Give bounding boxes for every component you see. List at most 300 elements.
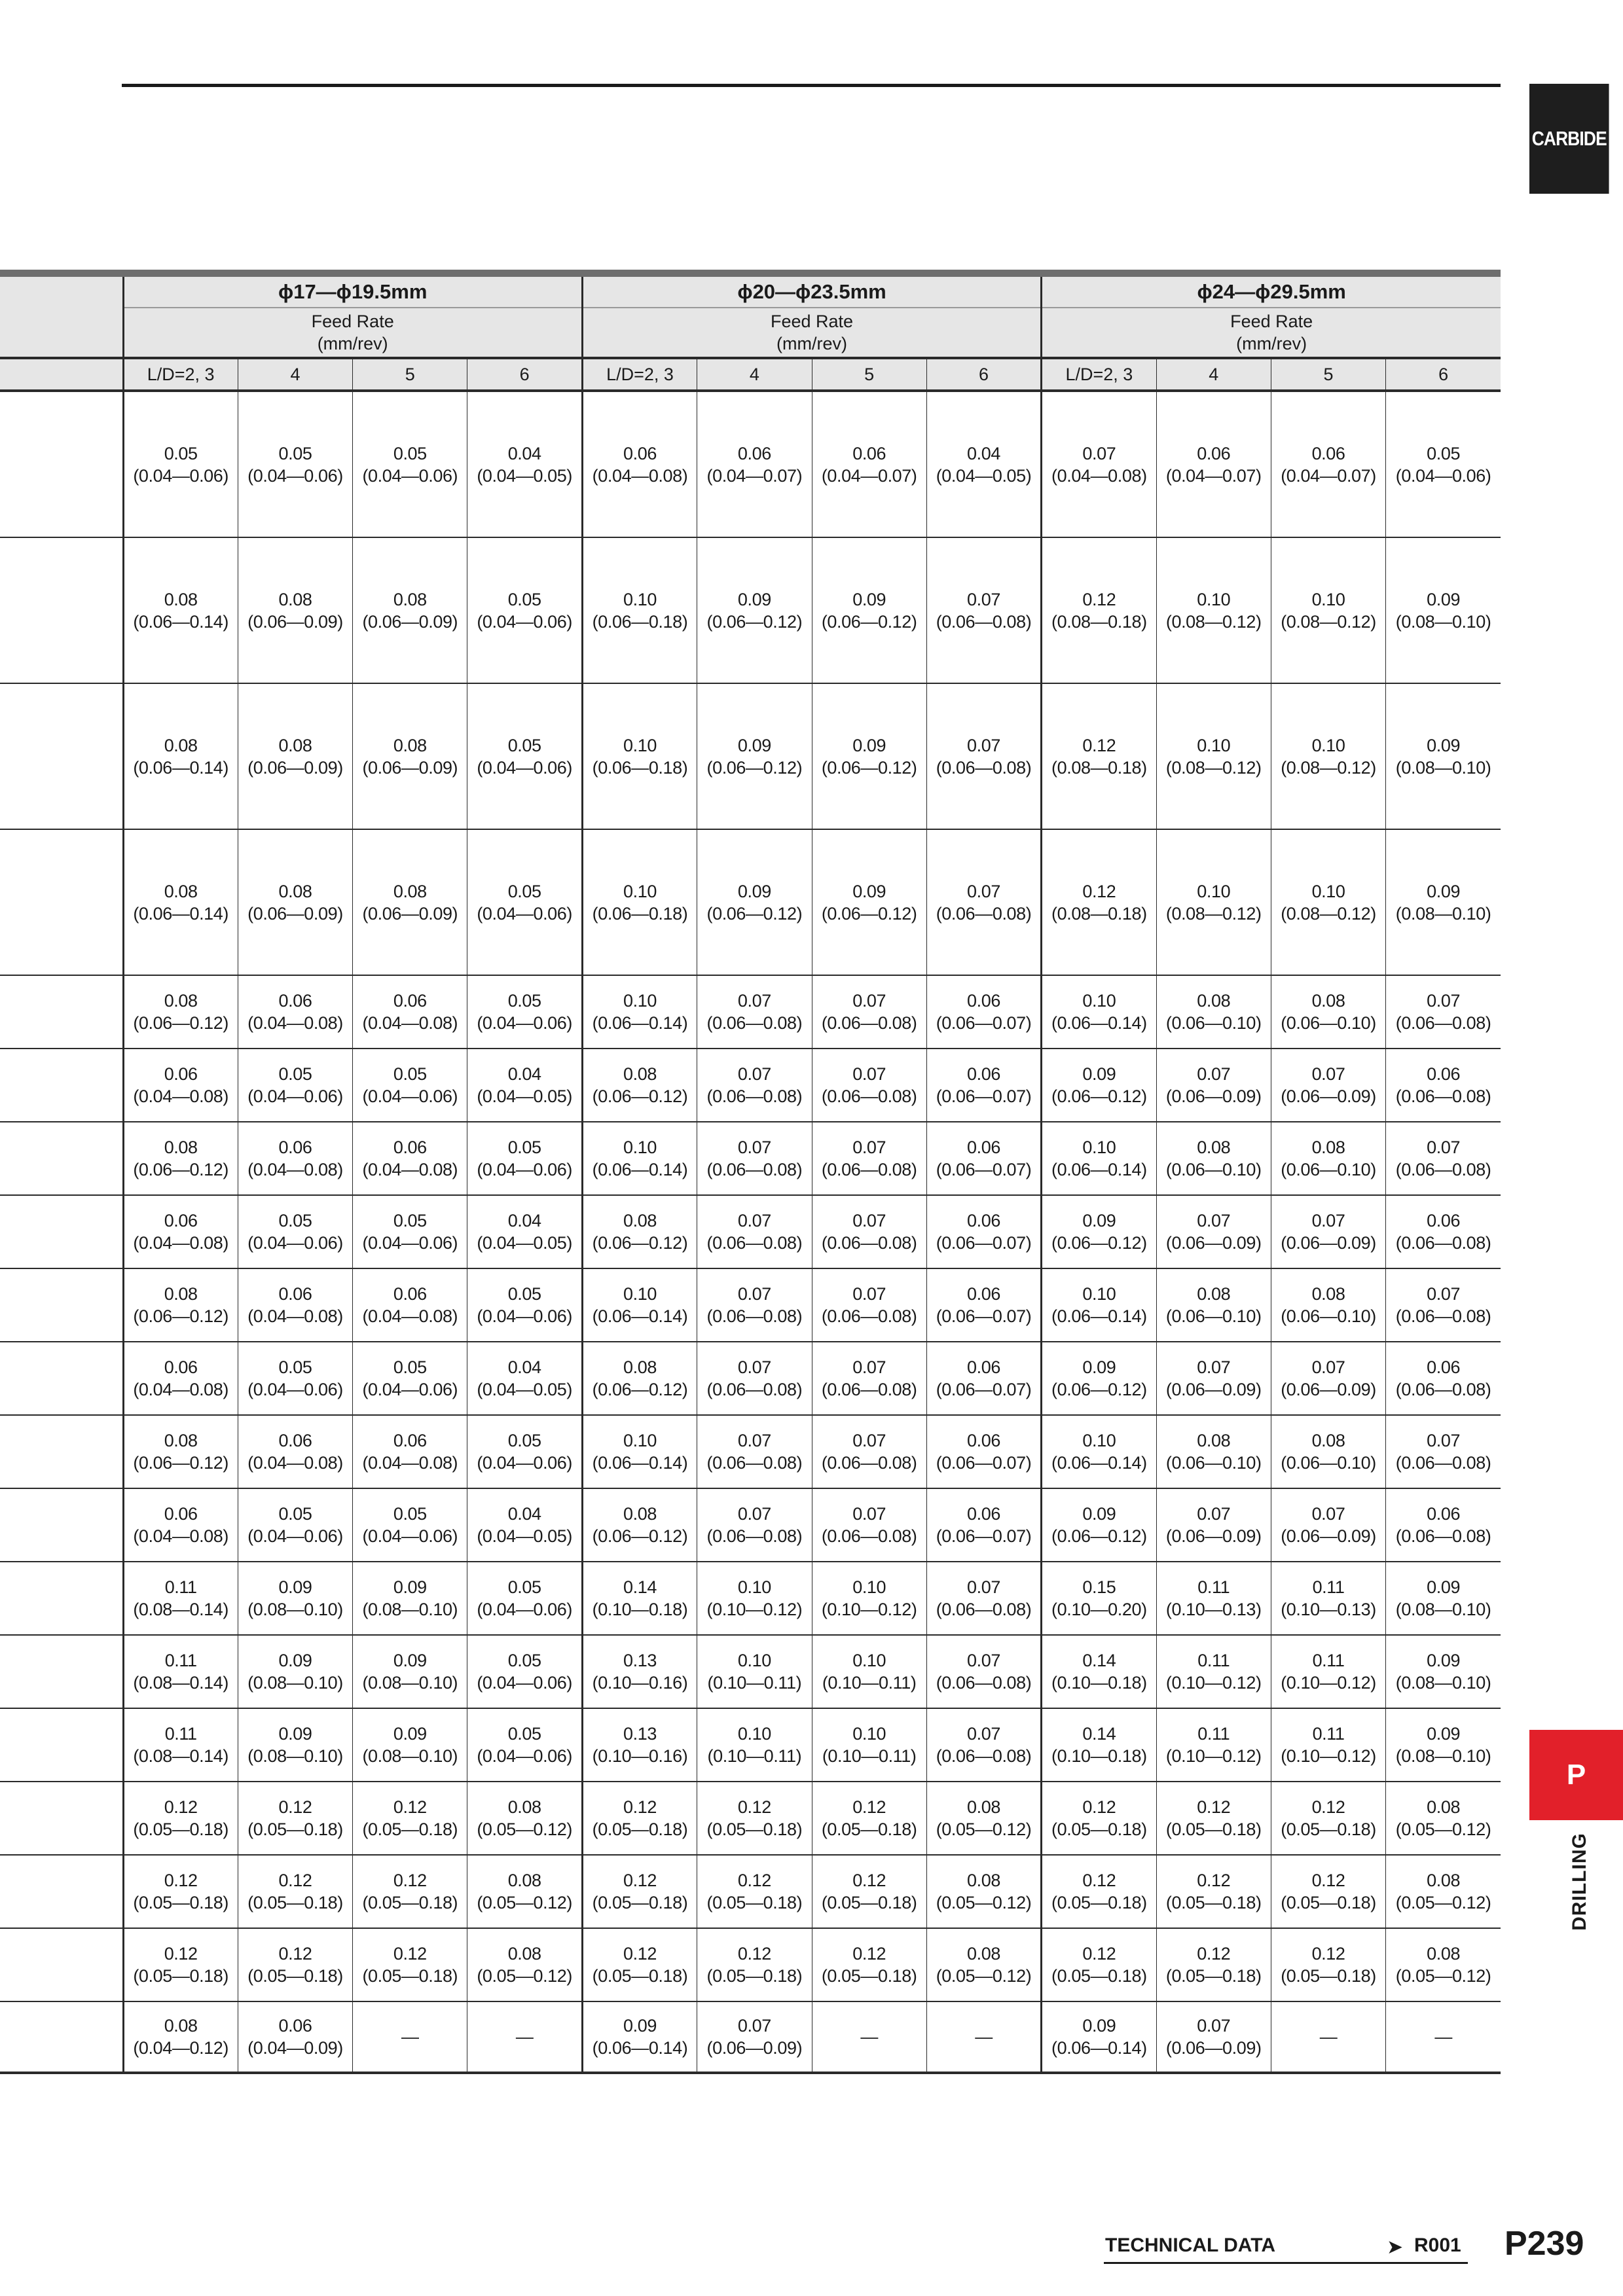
feed-rate-range: (0.06—0.12) bbox=[706, 757, 803, 778]
feed-rate-cell bbox=[582, 1782, 697, 1855]
feed-rate-range: (0.06—0.07) bbox=[936, 1233, 1032, 1253]
feed-rate-value: 0.06 bbox=[393, 1431, 427, 1450]
row-label-cell bbox=[0, 1122, 123, 1195]
feed-rate-cell bbox=[1156, 1928, 1271, 2001]
feed-rate-value: 0.09 bbox=[1082, 1211, 1116, 1230]
ld-column-header: 5 bbox=[1271, 358, 1385, 391]
feed-rate-range: (0.10—0.13) bbox=[1165, 1600, 1262, 1619]
feed-rate-range: (0.06—0.10) bbox=[1165, 1306, 1262, 1326]
feed-rate-cell bbox=[1042, 1782, 1156, 1855]
feed-rate-cell bbox=[1042, 1635, 1156, 1708]
feed-rate-range: (0.06—0.08) bbox=[706, 1306, 803, 1326]
feed-rate-value: 0.10 bbox=[1082, 1284, 1116, 1304]
table-top-rule bbox=[0, 270, 1501, 277]
feed-rate-value: 0.10 bbox=[1082, 1431, 1116, 1450]
feed-rate-cell bbox=[926, 2001, 1041, 2073]
feed-rate-value: 0.06 bbox=[393, 1138, 427, 1157]
feed-rate-cell bbox=[926, 537, 1041, 683]
feed-rate-range: (0.04—0.06) bbox=[477, 757, 573, 778]
feed-rate-range: (0.06—0.12) bbox=[133, 1453, 228, 1473]
feed-rate-range: (0.06—0.14) bbox=[133, 611, 228, 632]
feed-rate-value: 0.06 bbox=[967, 1064, 1000, 1084]
feed-rate-cell bbox=[1156, 391, 1271, 537]
feed-rate-value: 0.07 bbox=[737, 2016, 771, 2036]
feed-rate-value: 0.08 bbox=[623, 1357, 657, 1377]
feed-rate-cell bbox=[582, 1195, 697, 1268]
feed-rate-value: — bbox=[1319, 2027, 1338, 2047]
feed-rate-cell bbox=[812, 1342, 926, 1415]
feed-rate-unit: (mm/rev) bbox=[776, 334, 848, 353]
feed-rate-value: 0.10 bbox=[1082, 991, 1116, 1011]
feed-rate-range: (0.06—0.09) bbox=[1165, 1233, 1262, 1253]
feed-rate-range: (0.05—0.18) bbox=[362, 1966, 458, 1986]
feed-rate-cell bbox=[1271, 1782, 1385, 1855]
table-row bbox=[0, 975, 1501, 1049]
feed-rate-value: 0.12 bbox=[1082, 881, 1116, 901]
ld-column-header: 5 bbox=[353, 358, 467, 391]
feed-rate-cell bbox=[1271, 1195, 1385, 1268]
feed-rate-range: (0.06—0.08) bbox=[821, 1013, 917, 1033]
feed-rate-cell bbox=[697, 1708, 812, 1782]
feed-rate-range: (0.04—0.08) bbox=[133, 1380, 228, 1399]
feed-rate-value: 0.13 bbox=[623, 1651, 657, 1670]
feed-rate-value: 0.10 bbox=[623, 1431, 657, 1450]
feed-rate-range: (0.04—0.06) bbox=[477, 1600, 573, 1619]
feed-rate-cell bbox=[926, 1049, 1041, 1122]
feed-rate-range: (0.06—0.09) bbox=[362, 757, 458, 778]
diameter-range-header: ϕ17—ϕ19.5mm bbox=[123, 277, 582, 308]
ld-column-header: 6 bbox=[926, 358, 1041, 391]
feed-rate-value: 0.11 bbox=[1312, 1651, 1345, 1670]
feed-rate-value: 0.07 bbox=[852, 1064, 886, 1084]
feed-rate-value: 0.06 bbox=[967, 1357, 1000, 1377]
feed-rate-cell bbox=[697, 1488, 812, 1562]
feed-rate-value: 0.08 bbox=[967, 1797, 1000, 1817]
feed-rate-range: (0.04—0.05) bbox=[936, 465, 1032, 486]
ld-column-header: 4 bbox=[238, 358, 352, 391]
feed-rate-value: 0.09 bbox=[393, 1651, 427, 1670]
row-label-cell bbox=[0, 1708, 123, 1782]
feed-rate-value: 0.12 bbox=[623, 1944, 657, 1964]
feed-rate-range: (0.06—0.14) bbox=[1051, 1453, 1147, 1473]
feed-rate-cell bbox=[1386, 683, 1501, 829]
feed-rate-range: (0.06—0.08) bbox=[706, 1380, 803, 1399]
feed-rate-cell bbox=[926, 975, 1041, 1049]
feed-rate-value: 0.05 bbox=[507, 991, 541, 1011]
feed-rate-range: (0.08—0.10) bbox=[362, 1673, 458, 1693]
feed-rate-cell bbox=[697, 1049, 812, 1122]
feed-rate-value: 0.12 bbox=[164, 1797, 198, 1817]
feed-rate-value: — bbox=[975, 2027, 993, 2047]
ld-column-header: 6 bbox=[467, 358, 582, 391]
feed-rate-cell bbox=[697, 1635, 812, 1708]
feed-rate-header-row bbox=[0, 308, 1501, 358]
feed-rate-range: (0.06—0.08) bbox=[821, 1160, 917, 1179]
reference-code-link[interactable]: R001 bbox=[1414, 2234, 1461, 2256]
feed-rate-cell bbox=[1386, 1928, 1501, 2001]
feed-rate-value: 0.05 bbox=[507, 1431, 541, 1450]
feed-rate-cell bbox=[353, 1268, 467, 1342]
feed-rate-range: (0.04—0.06) bbox=[247, 1526, 343, 1546]
row-label-cell bbox=[0, 1635, 123, 1708]
feed-rate-cell bbox=[353, 1782, 467, 1855]
feed-rate-range: (0.10—0.18) bbox=[592, 1600, 688, 1619]
feed-rate-table-wrapper bbox=[0, 270, 1501, 2074]
feed-rate-cell bbox=[1156, 1488, 1271, 1562]
feed-rate-cell bbox=[353, 1122, 467, 1195]
feed-rate-value: 0.10 bbox=[1197, 881, 1231, 901]
feed-rate-value: 0.04 bbox=[507, 1064, 541, 1084]
feed-rate-unit: (mm/rev) bbox=[317, 334, 388, 353]
feed-rate-range: (0.06—0.12) bbox=[592, 1526, 688, 1546]
feed-rate-cell bbox=[1042, 829, 1156, 975]
feed-rate-cell bbox=[812, 1782, 926, 1855]
feed-rate-cell bbox=[926, 1708, 1041, 1782]
feed-rate-cell bbox=[1271, 391, 1385, 537]
feed-rate-value: 0.08 bbox=[507, 1871, 541, 1890]
feed-rate-range: (0.08—0.10) bbox=[362, 1600, 458, 1619]
feed-rate-cell bbox=[1386, 975, 1501, 1049]
feed-rate-value: 0.05 bbox=[507, 1138, 541, 1157]
feed-rate-cell bbox=[1156, 1708, 1271, 1782]
feed-rate-value: 0.12 bbox=[278, 1944, 312, 1964]
feed-rate-value: 0.06 bbox=[1427, 1504, 1461, 1524]
feed-rate-cell bbox=[238, 1049, 352, 1122]
feed-rate-range: (0.06—0.18) bbox=[592, 903, 688, 924]
feed-rate-range: (0.04—0.08) bbox=[362, 1013, 458, 1033]
feed-rate-value: 0.07 bbox=[852, 1357, 886, 1377]
feed-rate-cell bbox=[697, 537, 812, 683]
feed-rate-range: (0.08—0.12) bbox=[1165, 611, 1262, 632]
feed-rate-cell bbox=[238, 391, 352, 537]
feed-rate-value: 0.09 bbox=[393, 1724, 427, 1744]
feed-rate-cell bbox=[1156, 1782, 1271, 1855]
feed-rate-value: 0.07 bbox=[1197, 1064, 1231, 1084]
feed-rate-value: 0.10 bbox=[737, 1724, 771, 1744]
feed-rate-value: 0.07 bbox=[1311, 1357, 1345, 1377]
feed-rate-range: (0.06—0.12) bbox=[706, 903, 803, 924]
feed-rate-cell bbox=[238, 1855, 352, 1928]
feed-rate-cell bbox=[467, 537, 582, 683]
feed-rate-range: (0.06—0.09) bbox=[1281, 1380, 1376, 1399]
feed-rate-range: (0.04—0.06) bbox=[477, 1306, 573, 1326]
feed-rate-cell bbox=[1156, 1415, 1271, 1488]
feed-rate-cell bbox=[1271, 1635, 1385, 1708]
row-label-cell bbox=[0, 1928, 123, 2001]
feed-rate-cell bbox=[582, 1708, 697, 1782]
feed-rate-value: 0.12 bbox=[852, 1871, 886, 1890]
feed-rate-range: (0.06—0.09) bbox=[362, 903, 458, 924]
feed-rate-cell bbox=[238, 1708, 352, 1782]
feed-rate-range: (0.04—0.06) bbox=[362, 1526, 458, 1546]
feed-rate-cell bbox=[812, 1122, 926, 1195]
feed-rate-range: (0.10—0.11) bbox=[707, 1746, 802, 1766]
feed-rate-cell bbox=[238, 975, 352, 1049]
feed-rate-range: (0.04—0.07) bbox=[1165, 465, 1262, 486]
feed-rate-range: (0.05—0.18) bbox=[592, 1820, 688, 1839]
feed-rate-range: (0.10—0.13) bbox=[1281, 1600, 1376, 1619]
feed-rate-cell bbox=[1386, 1122, 1501, 1195]
feed-rate-value: 0.06 bbox=[967, 1284, 1000, 1304]
feed-rate-cell bbox=[238, 1268, 352, 1342]
feed-rate-value: 0.08 bbox=[1311, 1284, 1345, 1304]
feed-rate-value: 0.14 bbox=[1082, 1651, 1116, 1670]
feed-rate-cell bbox=[812, 1049, 926, 1122]
feed-rate-cell bbox=[467, 1562, 582, 1635]
feed-rate-range: (0.08—0.18) bbox=[1051, 611, 1147, 632]
feed-rate-cell bbox=[1042, 1122, 1156, 1195]
feed-rate-value: 0.10 bbox=[1311, 589, 1345, 609]
feed-rate-cell bbox=[1042, 391, 1156, 537]
feed-rate-range: (0.10—0.16) bbox=[592, 1746, 688, 1766]
feed-rate-cell bbox=[1386, 1195, 1501, 1268]
feed-rate-cell bbox=[238, 829, 352, 975]
feed-rate-value: 0.06 bbox=[164, 1211, 198, 1230]
feed-rate-value: 0.14 bbox=[1082, 1724, 1116, 1744]
feed-rate-value: 0.08 bbox=[164, 2016, 198, 2036]
feed-rate-value: 0.05 bbox=[1427, 443, 1461, 463]
feed-rate-cell bbox=[467, 829, 582, 975]
feed-rate-cell bbox=[582, 1488, 697, 1562]
feed-rate-value: 0.10 bbox=[623, 589, 657, 609]
feed-rate-value: 0.05 bbox=[164, 443, 198, 463]
feed-rate-range: (0.06—0.14) bbox=[133, 903, 228, 924]
feed-rate-range: (0.06—0.07) bbox=[936, 1086, 1032, 1106]
feed-rate-range: (0.06—0.09) bbox=[1281, 1233, 1376, 1253]
feed-rate-value: 0.07 bbox=[1197, 1357, 1231, 1377]
feed-rate-range: (0.05—0.12) bbox=[477, 1893, 573, 1912]
feed-rate-value: 0.12 bbox=[393, 1871, 427, 1890]
feed-rate-value: 0.15 bbox=[1082, 1577, 1116, 1597]
feed-rate-value: 0.10 bbox=[623, 881, 657, 901]
feed-rate-value: 0.05 bbox=[507, 1651, 541, 1670]
feed-rate-cell bbox=[697, 1342, 812, 1415]
feed-rate-cell bbox=[123, 1268, 238, 1342]
feed-rate-range: (0.06—0.10) bbox=[1165, 1453, 1262, 1473]
feed-rate-value: 0.06 bbox=[967, 1431, 1000, 1450]
feed-rate-range: (0.04—0.12) bbox=[133, 2038, 228, 2058]
feed-rate-value: 0.12 bbox=[737, 1797, 771, 1817]
feed-rate-cell bbox=[1156, 829, 1271, 975]
feed-rate-value: 0.09 bbox=[852, 881, 886, 901]
feed-rate-range: (0.10—0.18) bbox=[1051, 1746, 1147, 1766]
feed-rate-range: (0.06—0.12) bbox=[133, 1306, 228, 1326]
feed-rate-label: Feed Rate bbox=[311, 312, 394, 331]
feed-rate-cell bbox=[812, 829, 926, 975]
feed-rate-cell bbox=[1042, 1562, 1156, 1635]
feed-rate-value: 0.10 bbox=[623, 991, 657, 1011]
feed-rate-value: 0.07 bbox=[1197, 1504, 1231, 1524]
feed-rate-range: (0.08—0.18) bbox=[1051, 903, 1147, 924]
feed-rate-range: (0.06—0.08) bbox=[936, 757, 1032, 778]
feed-rate-range: (0.04—0.08) bbox=[362, 1160, 458, 1179]
feed-rate-cell bbox=[1271, 1122, 1385, 1195]
feed-rate-value: 0.08 bbox=[623, 1211, 657, 1230]
feed-rate-range: (0.06—0.14) bbox=[133, 757, 228, 778]
feed-rate-cell bbox=[812, 2001, 926, 2073]
feed-rate-range: (0.05—0.12) bbox=[1395, 1966, 1491, 1986]
technical-data-link[interactable]: TECHNICAL DATA bbox=[1105, 2234, 1275, 2256]
feed-rate-cell bbox=[582, 1415, 697, 1488]
feed-rate-cell bbox=[353, 1049, 467, 1122]
feed-rate-range: (0.10—0.12) bbox=[1165, 1673, 1262, 1693]
feed-rate-value: 0.11 bbox=[1197, 1651, 1230, 1670]
feed-rate-cell bbox=[1271, 1855, 1385, 1928]
feed-rate-cell bbox=[123, 1928, 238, 2001]
table-row bbox=[0, 1342, 1501, 1415]
feed-rate-range: (0.08—0.18) bbox=[1051, 757, 1147, 778]
feed-rate-cell bbox=[582, 1635, 697, 1708]
feed-rate-cell bbox=[123, 1855, 238, 1928]
feed-rate-range: (0.08—0.10) bbox=[247, 1600, 343, 1619]
feed-rate-cell bbox=[697, 1782, 812, 1855]
feed-rate-cell bbox=[1156, 1268, 1271, 1342]
feed-rate-value: 0.12 bbox=[1082, 1871, 1116, 1890]
feed-rate-cell bbox=[697, 1415, 812, 1488]
feed-rate-cell bbox=[697, 975, 812, 1049]
feed-rate-range: (0.05—0.18) bbox=[1051, 1893, 1147, 1912]
feed-rate-cell bbox=[123, 1562, 238, 1635]
feed-rate-value: 0.04 bbox=[507, 1504, 541, 1524]
feed-rate-range: (0.06—0.14) bbox=[592, 2038, 688, 2058]
section-p-tab[interactable] bbox=[1529, 1730, 1623, 1820]
feed-rate-cell bbox=[812, 1928, 926, 2001]
feed-rate-range: (0.06—0.07) bbox=[936, 1453, 1032, 1473]
feed-rate-value: 0.13 bbox=[623, 1724, 657, 1744]
diameter-range-header: ϕ20—ϕ23.5mm bbox=[582, 277, 1041, 308]
feed-rate-cell bbox=[1271, 829, 1385, 975]
feed-rate-cell bbox=[1386, 1268, 1501, 1342]
feed-rate-range: (0.06—0.12) bbox=[1051, 1526, 1147, 1546]
feed-rate-value: 0.08 bbox=[967, 1871, 1000, 1890]
feed-rate-range: (0.05—0.18) bbox=[247, 1966, 343, 1986]
feed-rate-cell bbox=[1156, 683, 1271, 829]
feed-rate-range: (0.06—0.08) bbox=[821, 1233, 917, 1253]
feed-rate-range: (0.10—0.18) bbox=[1051, 1673, 1147, 1693]
feed-rate-cell bbox=[123, 1488, 238, 1562]
feed-rate-value: 0.08 bbox=[164, 1284, 198, 1304]
table-row bbox=[0, 1049, 1501, 1122]
feed-rate-range: (0.06—0.08) bbox=[821, 1526, 917, 1546]
feed-rate-cell bbox=[1386, 829, 1501, 975]
feed-rate-range: (0.05—0.12) bbox=[936, 1966, 1032, 1986]
feed-rate-value: 0.09 bbox=[737, 589, 771, 609]
feed-rate-value: 0.06 bbox=[967, 1138, 1000, 1157]
feed-rate-value: 0.07 bbox=[1427, 1431, 1461, 1450]
feed-rate-range: (0.04—0.06) bbox=[1395, 465, 1491, 486]
feed-rate-value: 0.06 bbox=[278, 1284, 312, 1304]
feed-rate-value: 0.09 bbox=[1082, 1357, 1116, 1377]
feed-rate-value: 0.10 bbox=[1311, 735, 1345, 755]
feed-rate-value: 0.10 bbox=[623, 735, 657, 755]
feed-rate-cell bbox=[123, 1049, 238, 1122]
feed-rate-range: (0.04—0.05) bbox=[477, 1086, 573, 1106]
feed-rate-range: (0.06—0.09) bbox=[706, 2038, 803, 2058]
carbide-tab-label: CARBIDE bbox=[1531, 127, 1607, 150]
feed-rate-value: 0.05 bbox=[393, 443, 427, 463]
feed-rate-value: 0.09 bbox=[393, 1577, 427, 1597]
feed-rate-value: 0.12 bbox=[737, 1871, 771, 1890]
feed-rate-value: 0.06 bbox=[1427, 1357, 1461, 1377]
diameter-range-header: ϕ24—ϕ29.5mm bbox=[1042, 277, 1501, 308]
feed-rate-value: 0.08 bbox=[393, 589, 427, 609]
feed-rate-value: 0.07 bbox=[1197, 1211, 1231, 1230]
row-label-cell bbox=[0, 1855, 123, 1928]
feed-rate-value: 0.05 bbox=[393, 1064, 427, 1084]
feed-rate-value: 0.09 bbox=[623, 2016, 657, 2036]
feed-rate-cell bbox=[812, 683, 926, 829]
feed-rate-range: (0.06—0.10) bbox=[1165, 1013, 1262, 1033]
feed-rate-cell bbox=[467, 391, 582, 537]
feed-rate-cell bbox=[123, 1195, 238, 1268]
feed-rate-range: (0.06—0.08) bbox=[706, 1233, 803, 1253]
feed-rate-value: 0.08 bbox=[393, 735, 427, 755]
feed-rate-range: (0.08—0.12) bbox=[1281, 757, 1376, 778]
feed-rate-range: (0.06—0.09) bbox=[1165, 1380, 1262, 1399]
feed-rate-range: (0.08—0.10) bbox=[247, 1746, 343, 1766]
feed-rate-range: (0.06—0.12) bbox=[592, 1233, 688, 1253]
feed-rate-cell bbox=[467, 1635, 582, 1708]
feed-rate-value: — bbox=[515, 2027, 534, 2047]
feed-rate-cell bbox=[1156, 537, 1271, 683]
feed-rate-value: 0.05 bbox=[278, 443, 312, 463]
feed-rate-cell bbox=[812, 1562, 926, 1635]
feed-rate-cell bbox=[582, 1122, 697, 1195]
feed-rate-value: 0.10 bbox=[623, 1284, 657, 1304]
feed-rate-value: — bbox=[401, 2027, 419, 2047]
feed-rate-value: 0.06 bbox=[967, 1211, 1000, 1230]
feed-rate-value: 0.07 bbox=[852, 1284, 886, 1304]
feed-rate-value: 0.09 bbox=[1427, 735, 1461, 755]
feed-rate-label: Feed Rate bbox=[1230, 312, 1313, 331]
feed-rate-range: (0.04—0.06) bbox=[247, 1086, 343, 1106]
feed-rate-range: (0.04—0.08) bbox=[362, 1306, 458, 1326]
feed-rate-range: (0.08—0.14) bbox=[133, 1673, 228, 1693]
feed-rate-range: (0.06—0.08) bbox=[706, 1453, 803, 1473]
feed-rate-range: (0.06—0.14) bbox=[1051, 1160, 1147, 1179]
feed-rate-cell bbox=[1042, 1855, 1156, 1928]
feed-rate-value: 0.09 bbox=[1427, 881, 1461, 901]
feed-rate-range: (0.10—0.12) bbox=[706, 1600, 803, 1619]
feed-rate-cell bbox=[123, 1342, 238, 1415]
feed-rate-cell bbox=[353, 1342, 467, 1415]
feed-rate-value: 0.08 bbox=[623, 1504, 657, 1524]
feed-rate-value: — bbox=[860, 2027, 878, 2047]
carbide-category-tab[interactable] bbox=[1529, 84, 1609, 194]
feed-rate-value: 0.12 bbox=[852, 1797, 886, 1817]
feed-rate-range: (0.04—0.06) bbox=[362, 1380, 458, 1399]
feed-rate-range: (0.05—0.18) bbox=[821, 1820, 917, 1839]
feed-rate-range: (0.06—0.14) bbox=[1051, 1013, 1147, 1033]
feed-rate-value: 0.07 bbox=[1311, 1064, 1345, 1084]
feed-rate-value: 0.12 bbox=[1311, 1797, 1345, 1817]
feed-rate-range: (0.04—0.06) bbox=[362, 1233, 458, 1253]
feed-rate-cell bbox=[238, 1635, 352, 1708]
reference-arrow-icon: ➤ bbox=[1387, 2236, 1404, 2258]
section-letter: P bbox=[1566, 1759, 1586, 1791]
feed-rate-range: (0.05—0.18) bbox=[706, 1820, 803, 1839]
feed-rate-range: (0.04—0.08) bbox=[247, 1453, 343, 1473]
feed-rate-cell bbox=[926, 829, 1041, 975]
feed-rate-table-body bbox=[0, 391, 1501, 2073]
feed-rate-range: (0.08—0.12) bbox=[1165, 903, 1262, 924]
feed-rate-range: (0.06—0.08) bbox=[1395, 1086, 1491, 1106]
feed-rate-value: 0.07 bbox=[737, 1357, 771, 1377]
feed-rate-value: 0.08 bbox=[1311, 1138, 1345, 1157]
feed-rate-range: (0.05—0.18) bbox=[1165, 1820, 1262, 1839]
feed-rate-range: (0.08—0.10) bbox=[1395, 1600, 1491, 1619]
feed-rate-cell bbox=[238, 1415, 352, 1488]
